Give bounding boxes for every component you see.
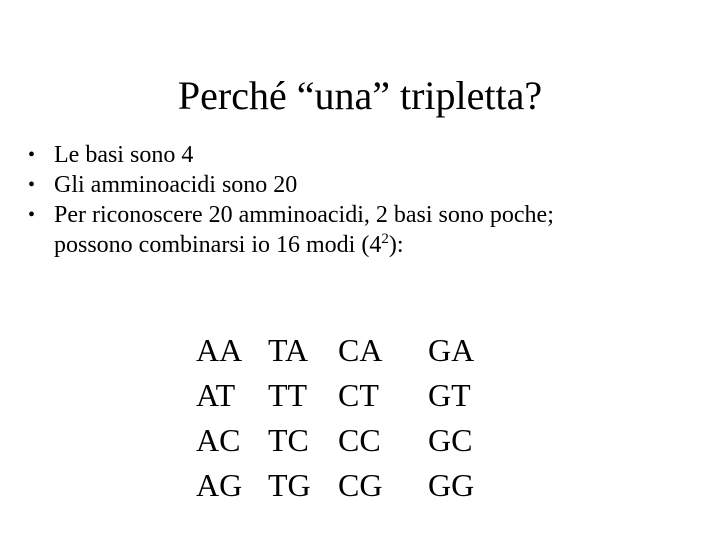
codon-cell: CG [338,467,383,503]
codon-cell: TC [268,422,309,458]
bullet-dot: • [28,204,36,226]
codon-cell: GA [428,332,475,368]
codon-cell: CT [338,377,379,413]
codon-cell: AC [196,422,241,458]
bullet-text-line-2-start: possono combinarsi io 16 modi (4 [54,232,382,258]
bullet-text: Le basi sono 4 [54,142,194,168]
bullet-item [28,140,708,170]
codon-row [196,373,488,418]
codon-cell: AG [196,467,243,503]
codon-cell: GT [428,377,471,413]
codon-cell: TG [268,467,311,503]
bullet-list [28,140,708,260]
bullet-item [28,170,708,200]
exponent: 2 [381,231,389,247]
codon-row [196,328,488,373]
codon-cell: AT [196,377,236,413]
codon-cell: GC [428,422,473,458]
codon-cell: GG [428,467,475,503]
codon-cell: CA [338,332,383,368]
bullet-text-line-2 [54,230,708,260]
bullet-item [28,200,708,260]
slide-title: Perché “una” tripletta? [177,73,543,118]
codon-row [196,418,488,463]
codon-cell: TT [268,377,308,413]
codon-cell: CC [338,422,381,458]
codon-table [196,328,488,508]
bullet-text: Gli amminoacidi sono 20 [54,172,298,198]
bullet-dot: • [28,144,36,166]
codon-cell: AA [196,332,243,368]
codon-row [196,463,488,508]
bullet-text-line-2-end: ): [388,232,404,258]
codon-cell: TA [268,332,309,368]
bullet-dot: • [28,174,36,196]
bullet-text-line-1: Per riconoscere 20 amminoacidi, 2 basi sono poche; [54,202,554,228]
